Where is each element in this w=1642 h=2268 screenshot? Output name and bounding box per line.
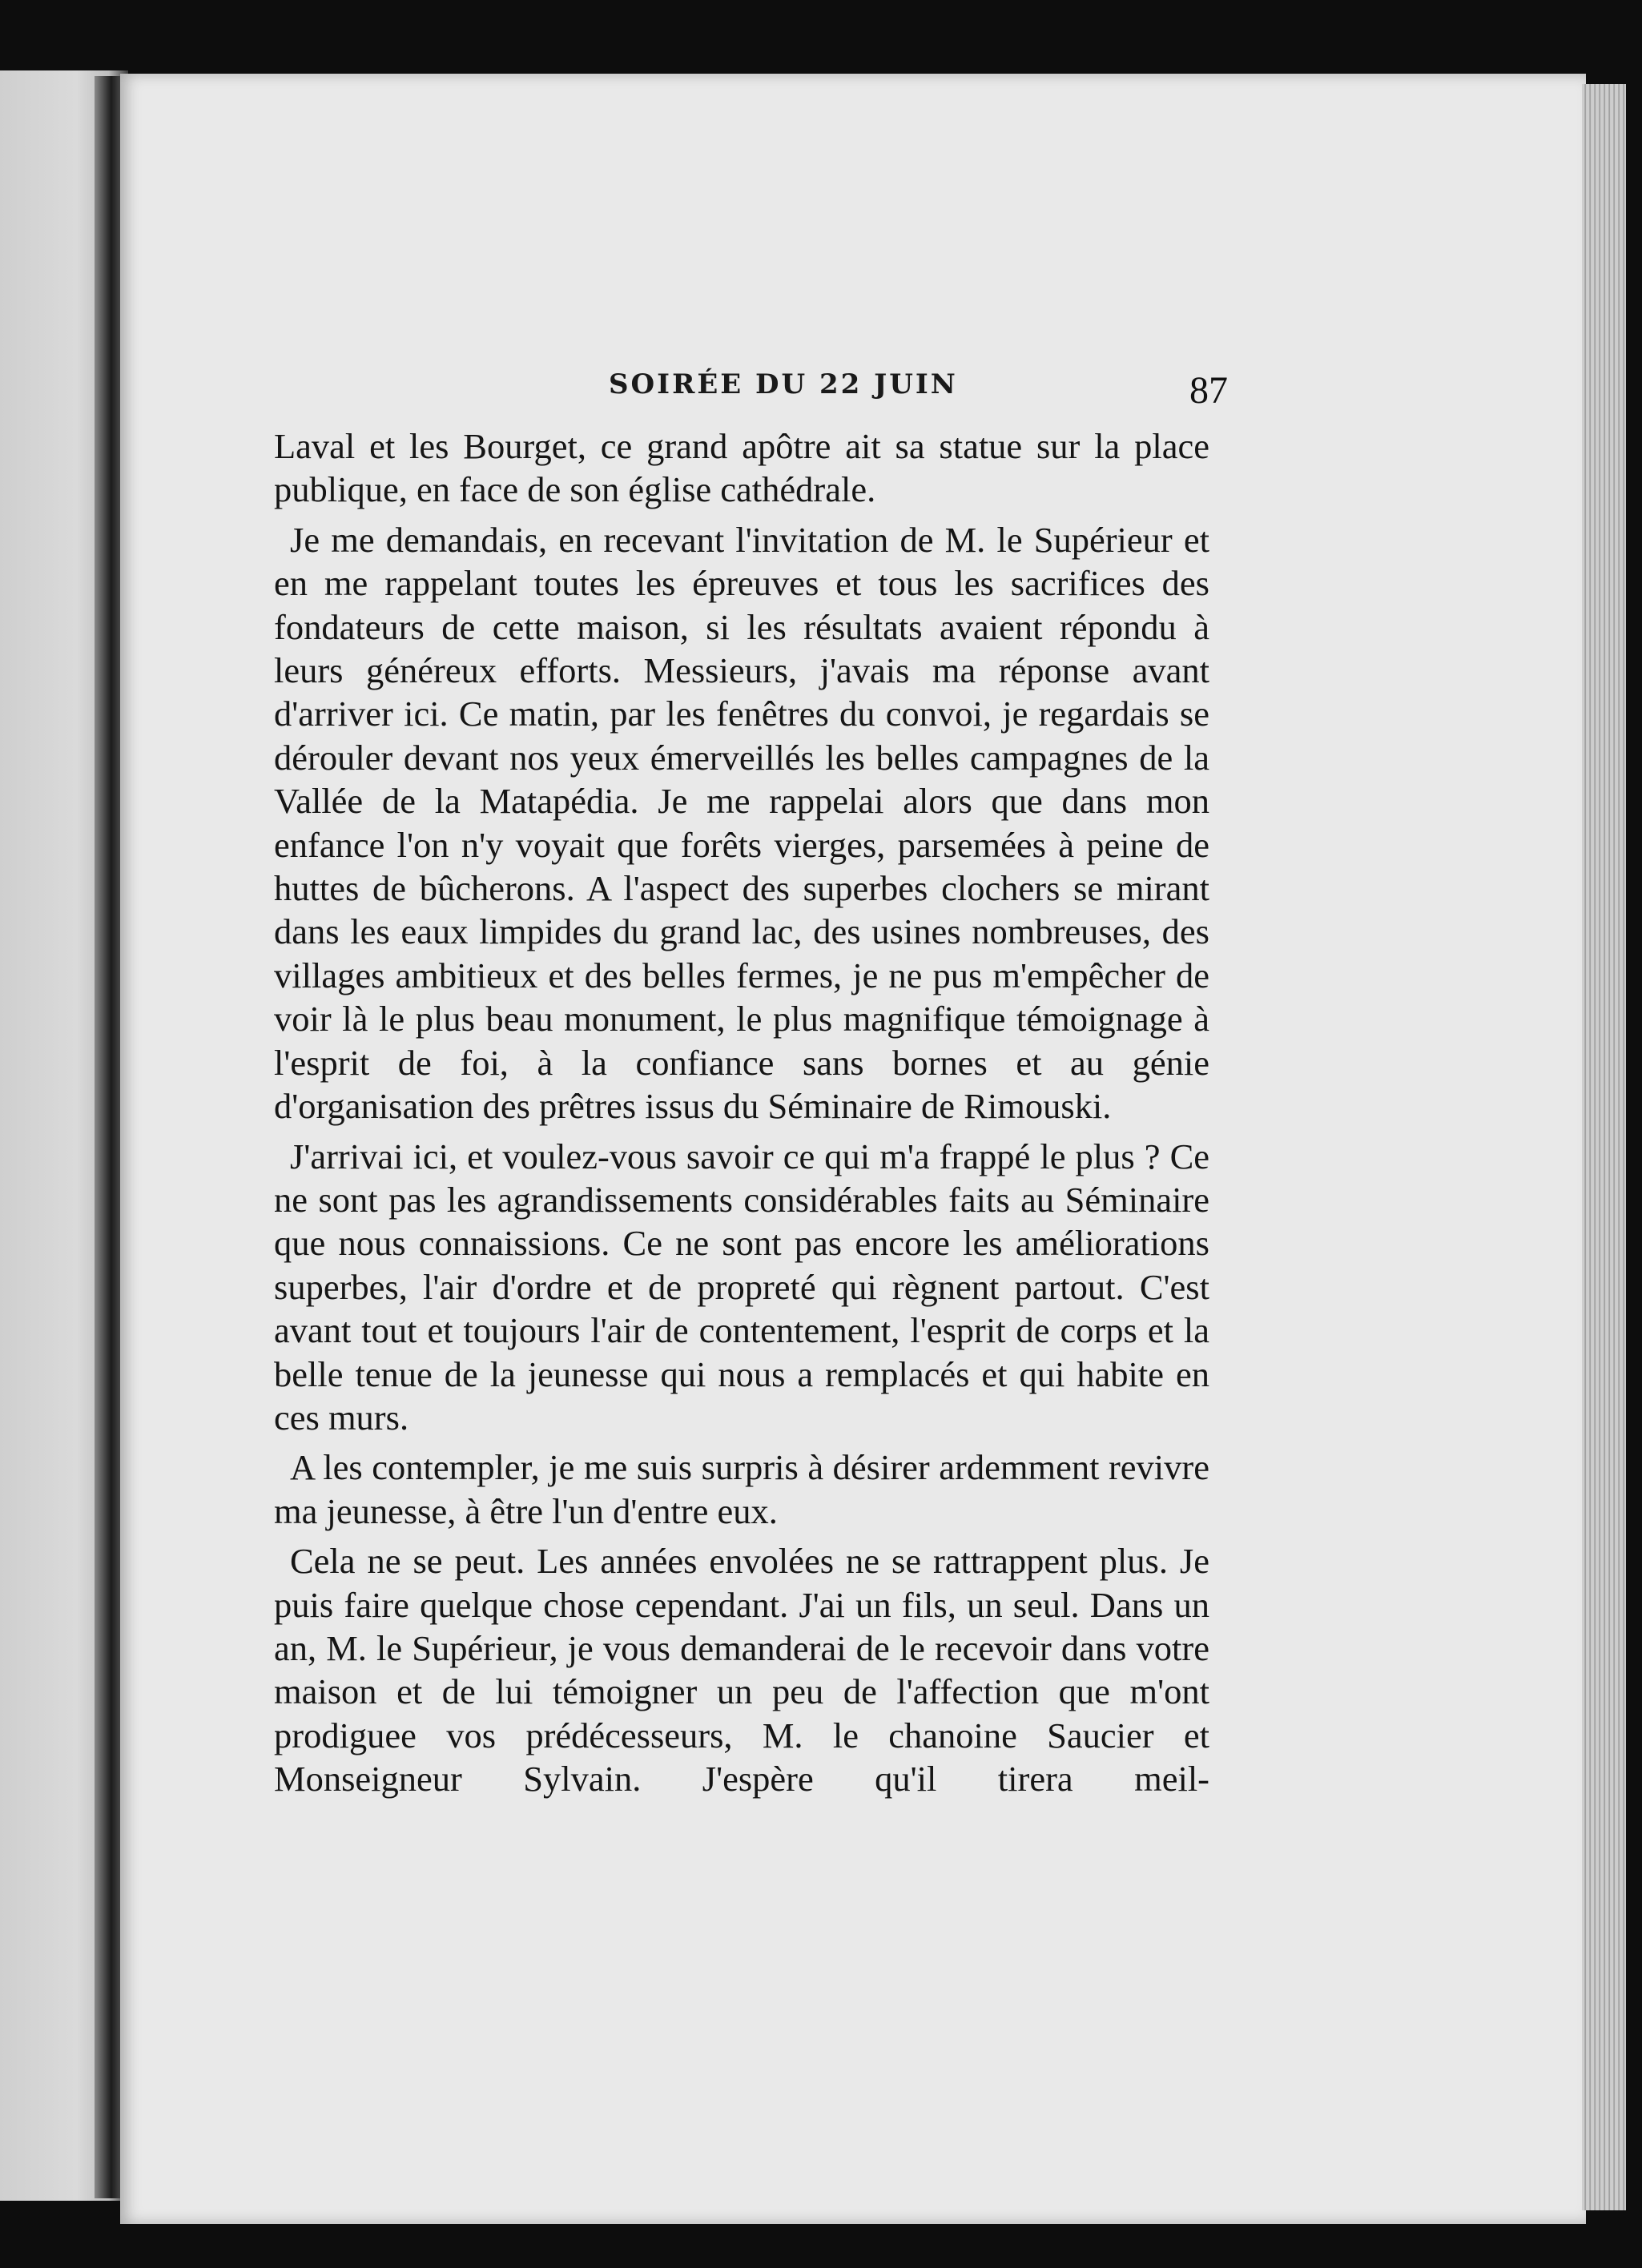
page-edges (1582, 84, 1626, 2210)
paragraph: Laval et les Bourget, ce grand apôtre ait sa statue sur la place publique, en face de son église cathédrale. (274, 426, 1209, 510)
paragraph: Cela ne se peut. Les années envolées ne se rattrappent plus. Je puis faire quelque chose cependant. J'ai un fils, un seul. Dans un an, M. le Supérieur, je vous demanderai de le recevoir dans votre maison et de lui témoigner un peu de l'affection que m'ont prodiguee vos prédécesseurs, M. le chanoine Saucier et Monseigneur Sylvain. J'espère qu'il tirera meil- (274, 1541, 1209, 1800)
running-head: SOIRÉE DU 22 JUIN (609, 368, 958, 400)
page-number: 87 (1189, 369, 1228, 412)
paragraph: J'arrivai ici, et voulez-vous savoir ce qui m'a frappé le plus ? Ce ne sont pas les agrandissements considérables faits au Séminaire que nous connaissions. Ce ne sont pas encore les améliorations superbes, l'air d'ordre et de propreté qui règnent partout. C'est avant tout et toujours l'air de contentement, l'esprit de corps et la belle tenue de la jeunesse qui nous a remplacés et qui habite en ces murs. (274, 1136, 1209, 1438)
paragraph: A les contempler, je me suis surpris à désirer ardemment revivre ma jeunesse, à être l'un d'entre eux. (274, 1447, 1209, 1531)
paragraph: Je me demandais, en recevant l'invitation de M. le Supérieur et en me rappelant toutes les épreuves et tous les sacrifices des fondateurs de cette maison, si les résultats avaient répondu à leurs généreux efforts. Messieurs, j'avais ma réponse avant d'arriver ici. Ce matin, par les fenêtres du convoi, je regardais se dérouler devant nos yeux émerveillés les belles campagnes de la Vallée de la Matapédia. Je me rappelai alors que dans mon enfance l'on n'y voyait que forêts vierges, parsemées à peine de huttes de bûcherons. A l'aspect des superbes clochers se mirant dans les eaux limpides du grand lac, des usines nombreuses, des villages ambitieux et des belles fermes, je ne pus m'empêcher de voir là le plus beau monument, le plus magnifique témoignage à l'esprit de foi, à la confiance sans bornes et au génie d'organisation des prêtres issus du Séminaire de Rimouski. (274, 519, 1209, 1127)
body-text (274, 424, 1209, 1801)
